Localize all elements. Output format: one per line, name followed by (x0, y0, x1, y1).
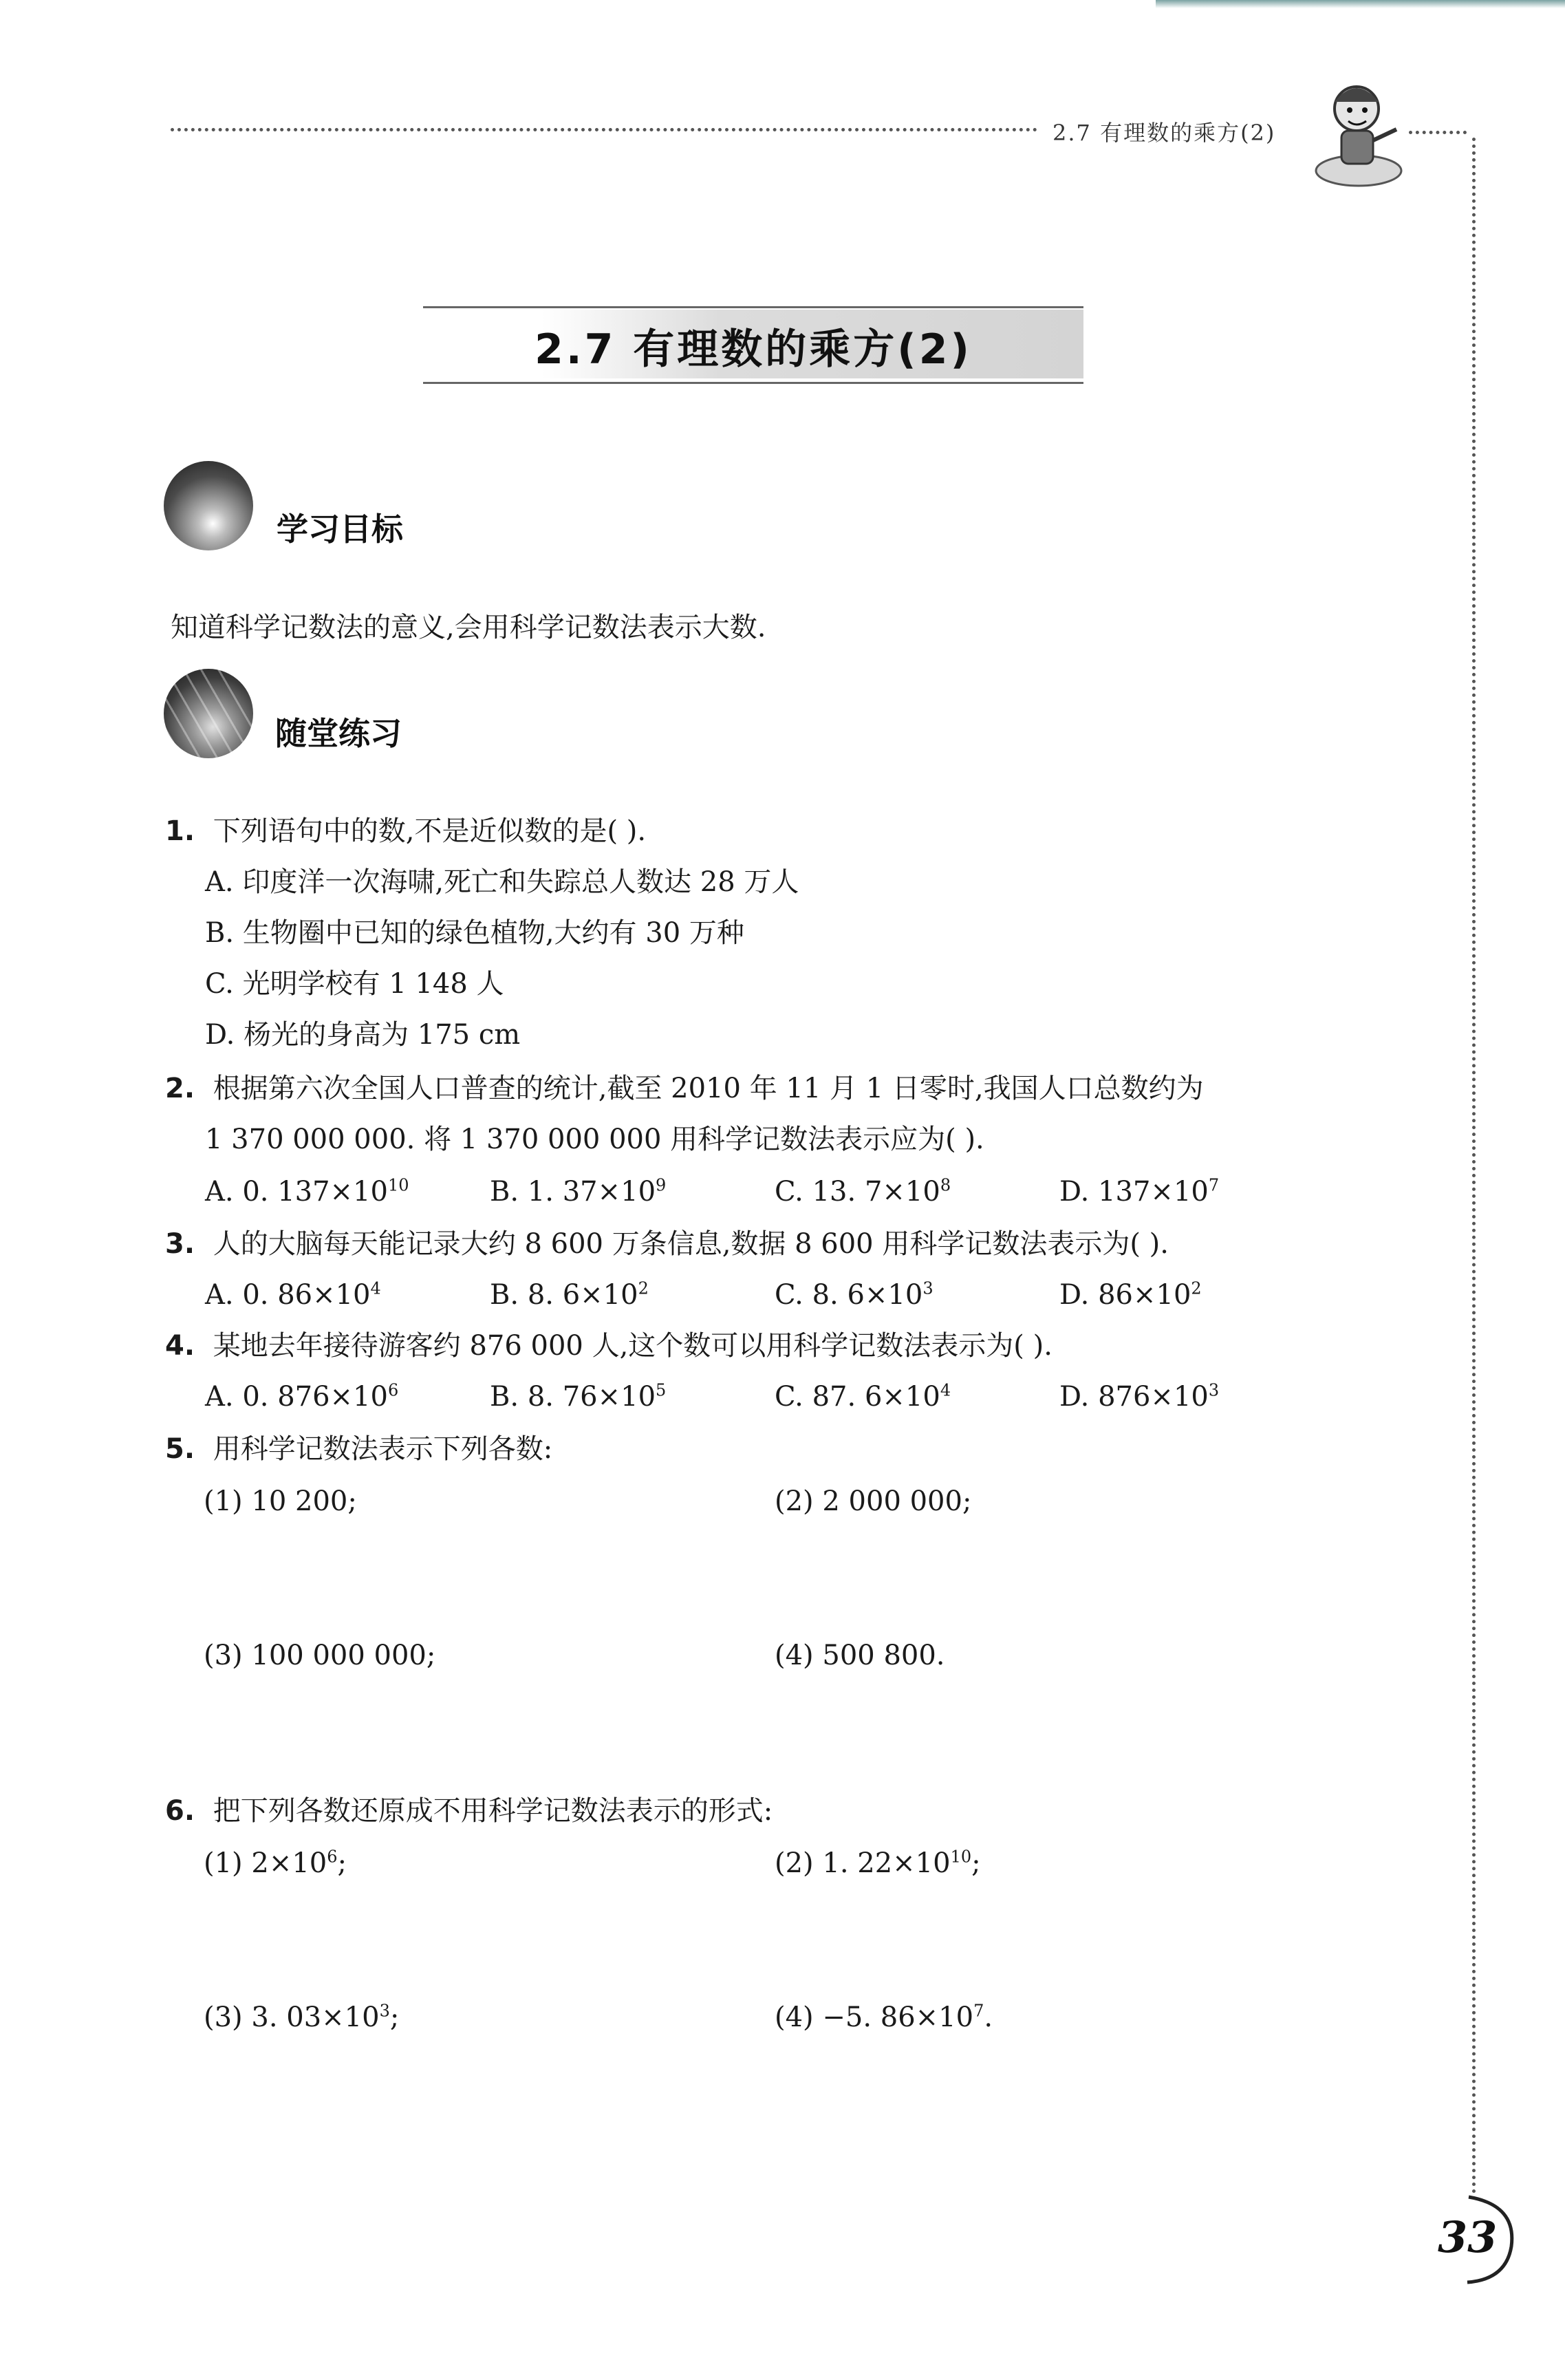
sub-item-4: (4) 500 800. (775, 1640, 945, 1671)
sub-item-4: (4) −5. $86\times 10^7$. (775, 2001, 993, 2033)
option-c: C. 光明学校有 1 148 人 (205, 968, 504, 1000)
right-margin-dotted-rule (1472, 138, 1476, 2195)
option-b: B. 1. $37\times 10^9$ (490, 1175, 667, 1208)
question-number: 1. (165, 815, 195, 847)
question-number: 6. (165, 1795, 195, 1827)
header-dotted-rule-right (1409, 131, 1467, 134)
question-number: 3. (165, 1228, 195, 1260)
option-d: D. $876\times 10^3$ (1059, 1380, 1220, 1413)
question-number: 4. (165, 1330, 195, 1362)
question-1 (165, 817, 646, 845)
sub-item-3: (3) 100 000 000; (204, 1640, 436, 1671)
question-stem-line2: 1 370 000 000. 将 1 370 000 000 用科学记数法表示应为( ). (205, 1124, 984, 1155)
question-stem: 用科学记数法表示下列各数: (213, 1433, 553, 1465)
option-a: A. 印度洋一次海啸,死亡和失踪总人数达 28 万人 (205, 866, 799, 898)
question-number: 2. (165, 1073, 195, 1104)
option-a: A. 0. $86\times 10^4$ (205, 1278, 381, 1311)
question-5 (165, 1435, 552, 1463)
sub-item-3: (3) 3. $03\times 10^3$; (204, 2001, 400, 2033)
sub-item-2: (2) 2 000 000; (775, 1486, 972, 1517)
section-label-goals: 学习目标 (277, 511, 403, 548)
question-3 (165, 1230, 1169, 1258)
option-b: B. 8. $76\times 10^5$ (490, 1380, 667, 1413)
option-b: B. 生物圈中已知的绿色植物,大约有 30 万种 (205, 917, 744, 949)
question-number: 5. (165, 1433, 195, 1465)
question-stem: 下列语句中的数,不是近似数的是( ). (213, 815, 647, 847)
question-stem: 把下列各数还原成不用科学记数法表示的形式: (213, 1795, 773, 1827)
top-edge-shadow (1156, 0, 1565, 8)
page-number: 33 (1438, 2212, 1498, 2262)
question-stem-line1: 根据第六次全国人口普查的统计,截至 2010 年 11 月 1 日零时,我国人口总数约为 (213, 1073, 1204, 1104)
page-title: 2.7 有理数的乘方(2) (535, 325, 972, 374)
option-c: C. 87. $6\times 10^4$ (775, 1380, 951, 1413)
globe-icon (164, 461, 253, 550)
header-dotted-rule (171, 128, 1037, 131)
sub-item-1: (1) 10 200; (204, 1486, 357, 1517)
sub-item-2: (2) 1. $22\times 10^{10}$; (775, 1847, 981, 1879)
option-b: B. 8. $6\times 10^2$ (490, 1278, 649, 1311)
goals-text: 知道科学记数法的意义,会用科学记数法表示大数. (171, 612, 766, 643)
option-d: D. $137\times 10^7$ (1059, 1175, 1220, 1208)
question-4 (165, 1332, 1053, 1360)
option-d: D. 杨光的身高为 175 cm (205, 1019, 521, 1051)
option-c: C. 13. $7\times 10^8$ (775, 1175, 951, 1208)
question-stem: 某地去年接待游客约 876 000 人,这个数可以用科学记数法表示为( ). (213, 1330, 1053, 1362)
mascot-icon (1307, 74, 1410, 191)
option-c: C. 8. $6\times 10^3$ (775, 1278, 933, 1311)
question-6 (165, 1797, 773, 1825)
question-2 (165, 1075, 1204, 1102)
question-stem: 人的大脑每天能记录大约 8 600 万条信息,数据 8 600 用科学记数法表示为( ). (213, 1228, 1169, 1260)
option-a: A. 0. $137\times 10^{10}$ (205, 1175, 409, 1208)
running-header-title: 2.7 有理数的乘方(2) (1053, 120, 1276, 146)
sub-item-1: (1) $2\times 10^6$; (204, 1847, 347, 1879)
option-a: A. 0. $876\times 10^6$ (205, 1380, 399, 1413)
globe-grid-icon (164, 669, 253, 758)
title-bottom-rule (423, 382, 1083, 384)
title-top-rule (423, 306, 1083, 308)
section-label-practice: 随堂练习 (275, 715, 402, 752)
option-d: D. $86\times 10^2$ (1059, 1278, 1202, 1311)
